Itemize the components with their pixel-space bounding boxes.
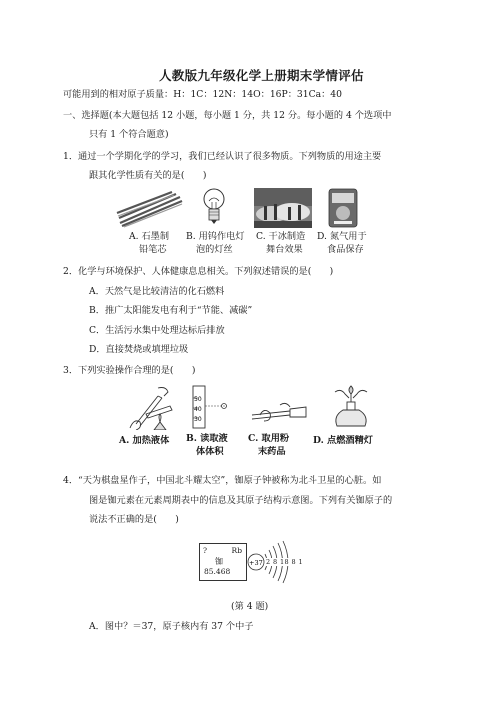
section-heading-line2: 只有 1 个符合题意) bbox=[89, 129, 169, 140]
q1-option-a bbox=[129, 230, 169, 256]
q4-option-a: A．图中？＝37，原子核内有 37 个中子 bbox=[89, 621, 254, 632]
electron-shell-numbers: 2 8 18 8 1 bbox=[266, 558, 304, 566]
question-1-stem-line2: 跟其化学性质有关的是( ) bbox=[89, 170, 207, 181]
q3-option-c bbox=[248, 432, 289, 458]
measuring-cylinder-image bbox=[189, 384, 229, 430]
q3-option-b bbox=[186, 432, 228, 458]
atomic-number: ? bbox=[203, 546, 208, 555]
pencils-image bbox=[114, 189, 184, 229]
q1-option-a-line2: 铅笔芯 bbox=[139, 244, 167, 255]
q2-option-c: C．生活污水集中处理达标后排放 bbox=[89, 325, 225, 336]
page-title: 人教版九年级化学上册期末学情评估 bbox=[159, 68, 364, 83]
section-heading: 一、选择题(本大题包括 12 小题，每小题 1 分，共 12 分。每小题的 4 个选项中 bbox=[63, 110, 392, 121]
q1-option-c-line1: C. 干冰制造 bbox=[256, 231, 306, 242]
q3-option-a: A. 加热液体 bbox=[119, 435, 170, 446]
q1-option-c-line2: 舞台效果 bbox=[266, 244, 303, 255]
q3-option-b-line1: B. 读取液 bbox=[186, 433, 228, 444]
heating-liquid-image bbox=[128, 384, 178, 430]
q1-option-b-line1: B. 用钨作电灯 bbox=[186, 231, 245, 242]
element-symbol: Rb bbox=[231, 546, 242, 555]
cylinder-mark-40: 40 bbox=[194, 406, 202, 413]
q1-option-b bbox=[186, 230, 245, 256]
q1-option-d-line2: 食品保存 bbox=[327, 244, 364, 255]
stage-fog-image bbox=[254, 188, 312, 228]
nucleus-charge: +37 bbox=[249, 559, 263, 567]
periodic-table-cell bbox=[199, 543, 247, 581]
question-3-stem: 3．下列实验操作合理的是( ) bbox=[63, 365, 196, 376]
question-1-stem: 1．通过一个学期化学的学习，我们已经认识了很多物质。下列物质的用途主要 bbox=[63, 151, 382, 162]
question-4-stem-line3: 说法不正确的是( ) bbox=[89, 514, 179, 525]
element-name: 铷 bbox=[215, 557, 223, 566]
q2-option-b: B．推广太阳能发电有利于“节能、减碳” bbox=[89, 305, 253, 316]
atomic-mass: 85.468 bbox=[204, 567, 231, 576]
alcohol-lamp-image bbox=[331, 384, 371, 430]
q3-option-d: D. 点燃酒精灯 bbox=[313, 435, 373, 446]
cylinder-mark-50: 50 bbox=[194, 396, 202, 403]
q1-option-c bbox=[256, 230, 305, 256]
q3-option-c-line2: 末药品 bbox=[258, 446, 286, 457]
figure-caption: (第 4 题) bbox=[231, 601, 269, 612]
q1-option-b-line2: 泡的灯丝 bbox=[196, 244, 233, 255]
question-4-stem-line2: 图是铷元素在元素周期表中的信息及其原子结构示意图。下列有关铷原子的 bbox=[89, 495, 393, 506]
food-package-image bbox=[327, 187, 359, 229]
q2-option-a: A．天然气是比较清洁的化石燃料 bbox=[89, 286, 225, 297]
q1-option-d-line1: D. 氮气用于 bbox=[317, 231, 367, 242]
question-4-stem: 4．“天为棋盘星作子，中国北斗耀太空”，铷原子钟被称为北斗卫星的心脏。如 bbox=[63, 475, 382, 486]
q1-option-d bbox=[317, 230, 367, 256]
q3-option-c-line1: C. 取用粉 bbox=[248, 433, 290, 444]
light-bulb-image bbox=[199, 186, 229, 228]
q2-option-d: D．直接焚烧或填埋垃圾 bbox=[89, 344, 189, 355]
question-2-stem: 2．化学与环境保护、人体健康息息相关。下列叙述错误的是( ) bbox=[63, 266, 334, 277]
powder-spoon-image bbox=[250, 397, 308, 427]
q3-option-b-line2: 体体积 bbox=[196, 446, 224, 457]
q1-option-a-line1: A. 石墨制 bbox=[129, 231, 170, 242]
cylinder-mark-30: 30 bbox=[194, 416, 202, 423]
atomic-masses-note: 可能用到的相对原子质量：H：1C：12N：14O：16P：31Ca：40 bbox=[63, 89, 342, 100]
